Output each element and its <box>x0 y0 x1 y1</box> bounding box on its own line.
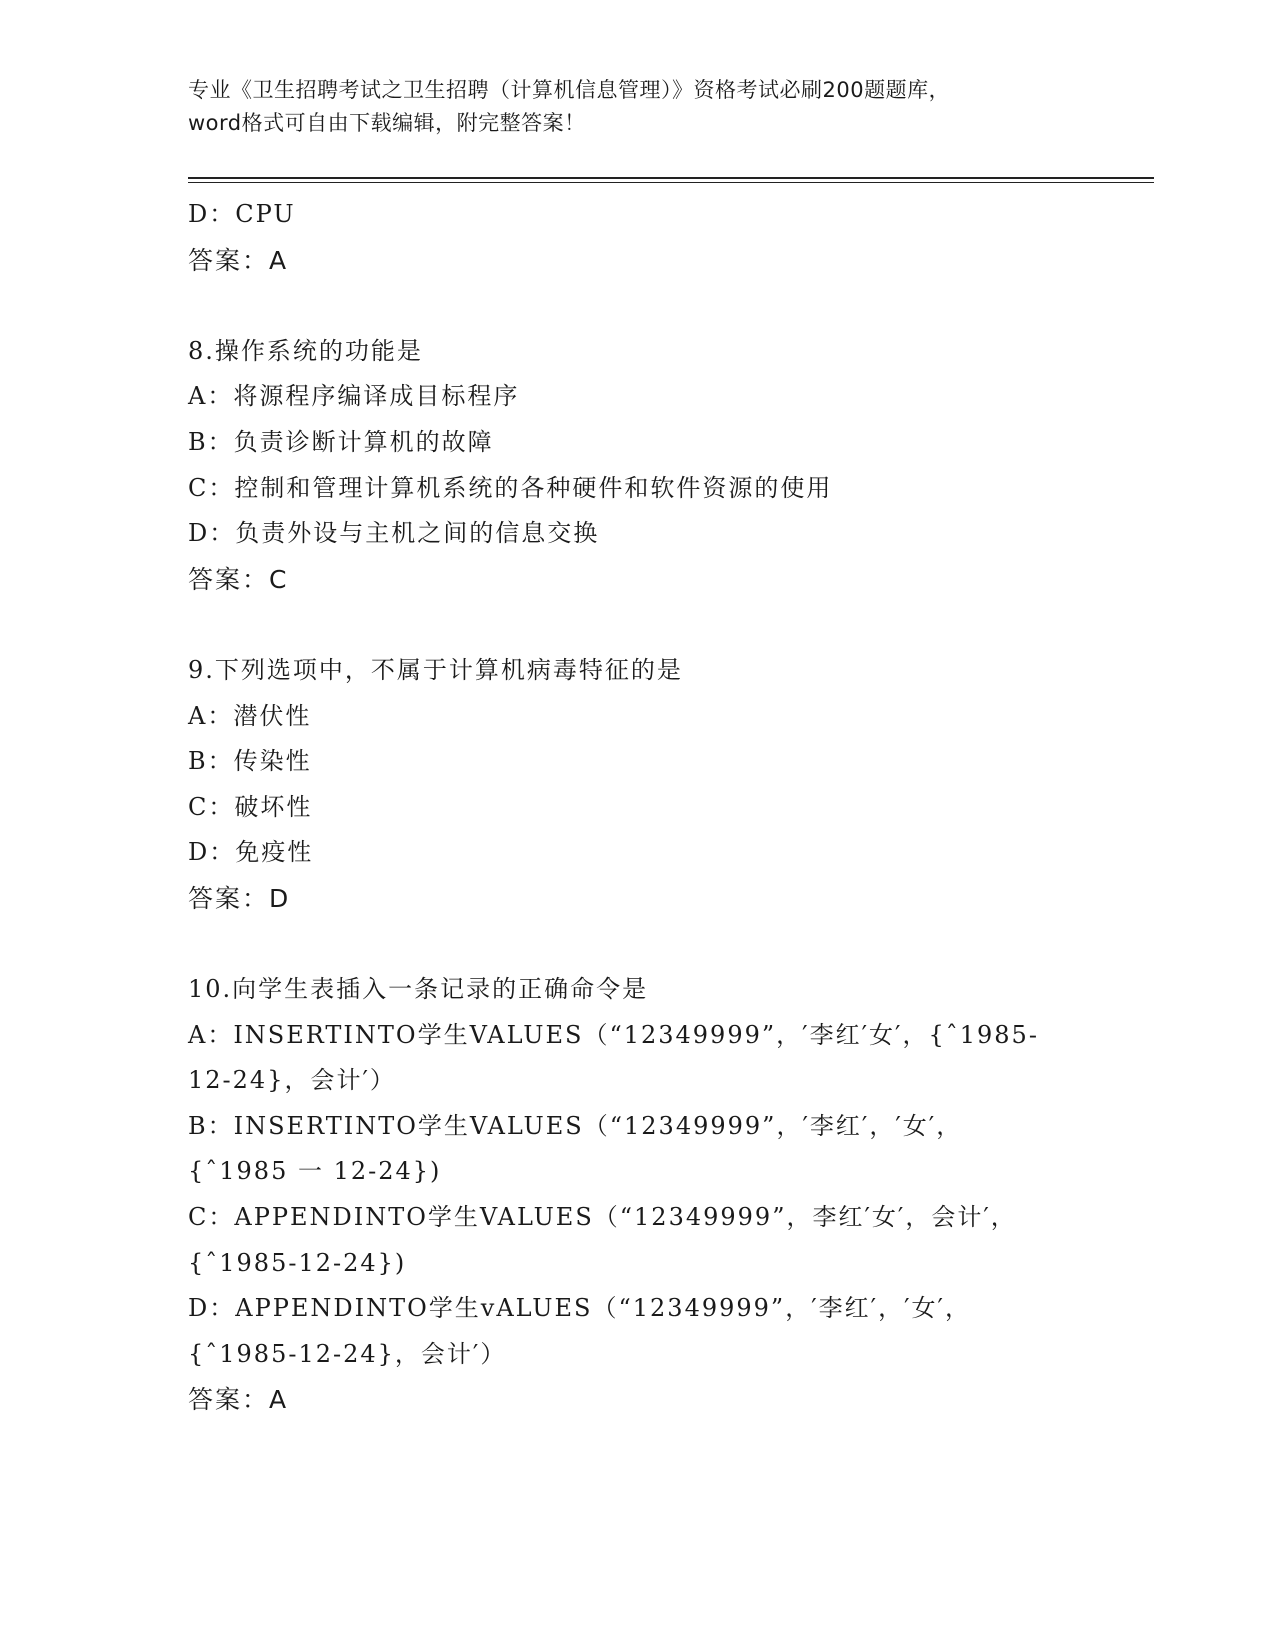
question-block-8 <box>188 329 1088 603</box>
question-text: 10.向学生表插入一条记录的正确命令是 <box>188 975 649 1004</box>
spacer <box>188 602 1088 648</box>
option-c: C：破坏性 <box>188 792 313 821</box>
header-rule-thick <box>188 177 1154 179</box>
option-a: A：潜伏性 <box>188 701 312 730</box>
option-a-line-2: 12-24}，会计′） <box>188 1066 396 1095</box>
option-b: B：传染性 <box>188 747 312 776</box>
answer-line: 答案：C <box>188 564 289 594</box>
option-d-line-1: D：APPENDINTO学生vALUES（“12349999”，′李红′，′女′， <box>188 1294 971 1323</box>
header-title-line-2: word格式可自由下载编辑，附完整答案！ <box>188 111 586 135</box>
document-header <box>188 74 1088 140</box>
header-title-line-1: 专业《卫生招聘考试之卫生招聘（计算机信息管理）》资格考试必刷200题题库， <box>188 78 951 102</box>
question-text: 8.操作系统的功能是 <box>188 336 423 365</box>
option-a: A：将源程序编译成目标程序 <box>188 382 520 411</box>
answer-line: 答案：A <box>188 1385 289 1415</box>
question-list <box>188 192 1088 1423</box>
option-d: D：CPU <box>188 200 296 228</box>
option-c: C：控制和管理计算机系统的各种硬件和软件资源的使用 <box>188 473 833 502</box>
option-b: B：负责诊断计算机的故障 <box>188 427 494 456</box>
spacer <box>188 283 1088 329</box>
option-d: D：免疫性 <box>188 838 314 867</box>
header-rule-thin <box>188 182 1154 183</box>
option-d-line-2: {ˆ1985-12-24}，会计′） <box>188 1339 507 1368</box>
answer-line: 答案：D <box>188 883 291 913</box>
option-d: D：负责外设与主机之间的信息交换 <box>188 519 600 548</box>
question-block-9 <box>188 648 1088 922</box>
option-c-line-2: {ˆ1985-12-24}) <box>188 1248 407 1277</box>
option-b-line-2: {ˆ1985 一 12-24}) <box>188 1157 442 1186</box>
option-a-line-1: A：INSERTINTO学生VALUES（“12349999”，′李红′女′，{ˆ1985- <box>188 1020 1039 1049</box>
answer-line: 答案：A <box>188 245 289 275</box>
spacer <box>188 922 1088 968</box>
option-b-line-1: B：INSERTINTO学生VALUES（“12349999”，′李红′，′女′， <box>188 1111 963 1140</box>
question-text: 9.下列选项中，不属于计算机病毒特征的是 <box>188 655 683 684</box>
question-block-10 <box>188 967 1088 1423</box>
question-block-prev <box>188 192 1088 283</box>
option-c-line-1: C：APPENDINTO学生VALUES（“12349999”，李红′女′，会计′， <box>188 1203 1017 1232</box>
